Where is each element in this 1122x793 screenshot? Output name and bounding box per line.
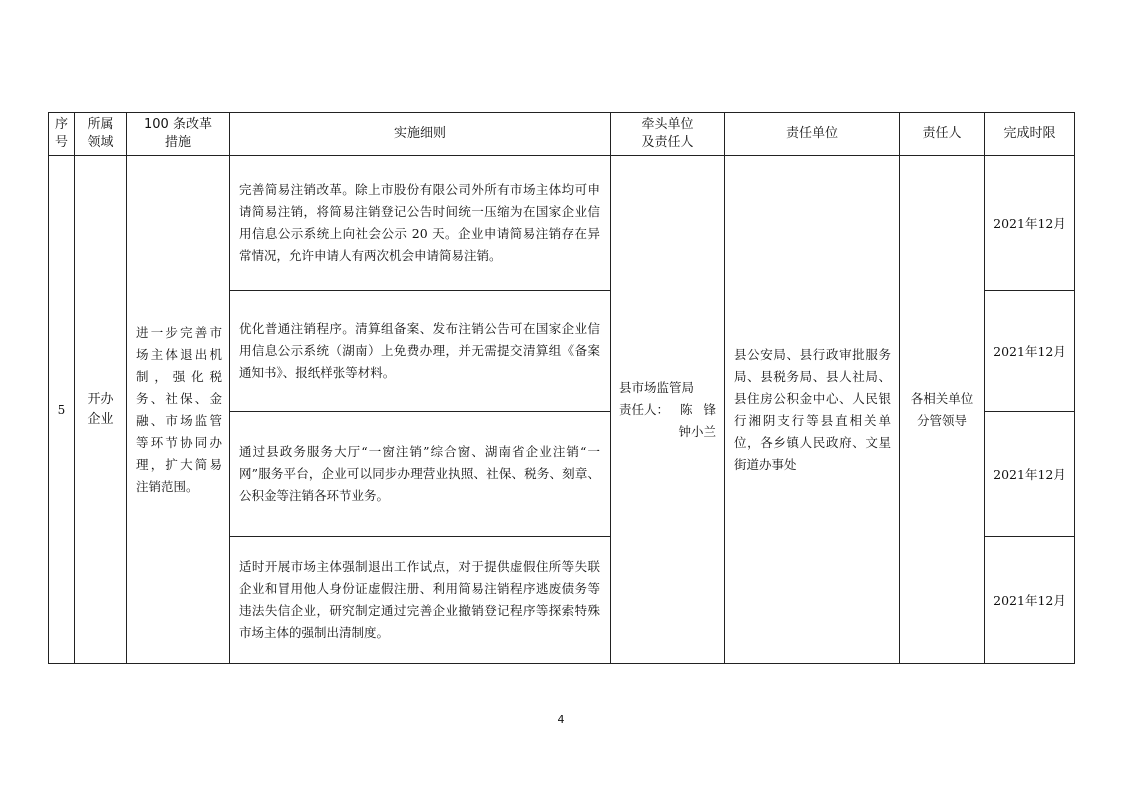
- reform-measures-table: [48, 112, 1075, 664]
- detail-cell: 优化普通注销程序。清算组备案、发布注销公告可在国家企业信用信息公示系统（湖南）上免费办理，并无需提交清算组《备案通知书》、报纸样张等材料。: [230, 291, 611, 412]
- table-row: [49, 156, 1075, 291]
- row-seq: 5: [49, 156, 75, 664]
- header-deadline: 完成时限: [985, 113, 1075, 156]
- header-area: 所属 领域: [75, 113, 127, 156]
- page-number: 4: [557, 713, 565, 726]
- header-detail: 实施细则: [230, 113, 611, 156]
- header-person: 责任人: [900, 113, 985, 156]
- header-measure: 100 条改革 措施: [127, 113, 230, 156]
- detail-cell: 完善简易注销改革。除上市股份有限公司外所有市场主体均可申请简易注销，将简易注销登记公告时间统一压缩为在国家企业信用信息公示系统上向社会公示 20 天。企业申请简易注销存在异常情况，允许申请人有两次机会申请简易注销。: [230, 156, 611, 291]
- detail-cell: 通过县政务服务大厅“一窗注销”综合窗、湖南省企业注销“一网”服务平台，企业可以同步办理营业执照、社保、税务、刻章、公积金等注销各环节业务。: [230, 412, 611, 537]
- row-area: 开办 企业: [75, 156, 127, 664]
- deadline-cell: 2021年12月: [985, 156, 1075, 291]
- lead-unit: 县市场监管局: [619, 379, 695, 395]
- detail-cell: 适时开展市场主体强制退出工作试点，对于提供虚假住所等失联企业和冒用他人身份证虚假注册、利用简易注销程序逃废债务等违法失信企业，研究制定通过完善企业撤销登记程序等探索特殊市场主体的强制出清制度。: [230, 537, 611, 664]
- header-lead: 牵头单位 及责任人: [611, 113, 725, 156]
- responsible-units: 县公安局、县行政审批服务局、县税务局、县人社局、县住房公积金中心、人民银行湘阴支行等县直相关单位，各乡镇人民政府、文星街道办事处: [725, 156, 900, 664]
- lead-unit-cell: [611, 156, 725, 664]
- deadline-cell: 2021年12月: [985, 412, 1075, 537]
- row-measure: 进一步完善市场主体退出机制，强化税务、社保、金融、市场监管等环节协同办理，扩大简易注销范围。: [127, 156, 230, 664]
- deadline-cell: 2021年12月: [985, 291, 1075, 412]
- header-row: [49, 113, 1075, 156]
- lead-person-line: 责任人： 陈 锋: [619, 401, 716, 417]
- header-seq: 序 号: [49, 113, 75, 156]
- responsible-person: 各相关单位 分管领导: [900, 156, 985, 664]
- deadline-cell: 2021年12月: [985, 537, 1075, 664]
- lead-person-second: 钟小兰: [678, 423, 716, 439]
- header-units: 责任单位: [725, 113, 900, 156]
